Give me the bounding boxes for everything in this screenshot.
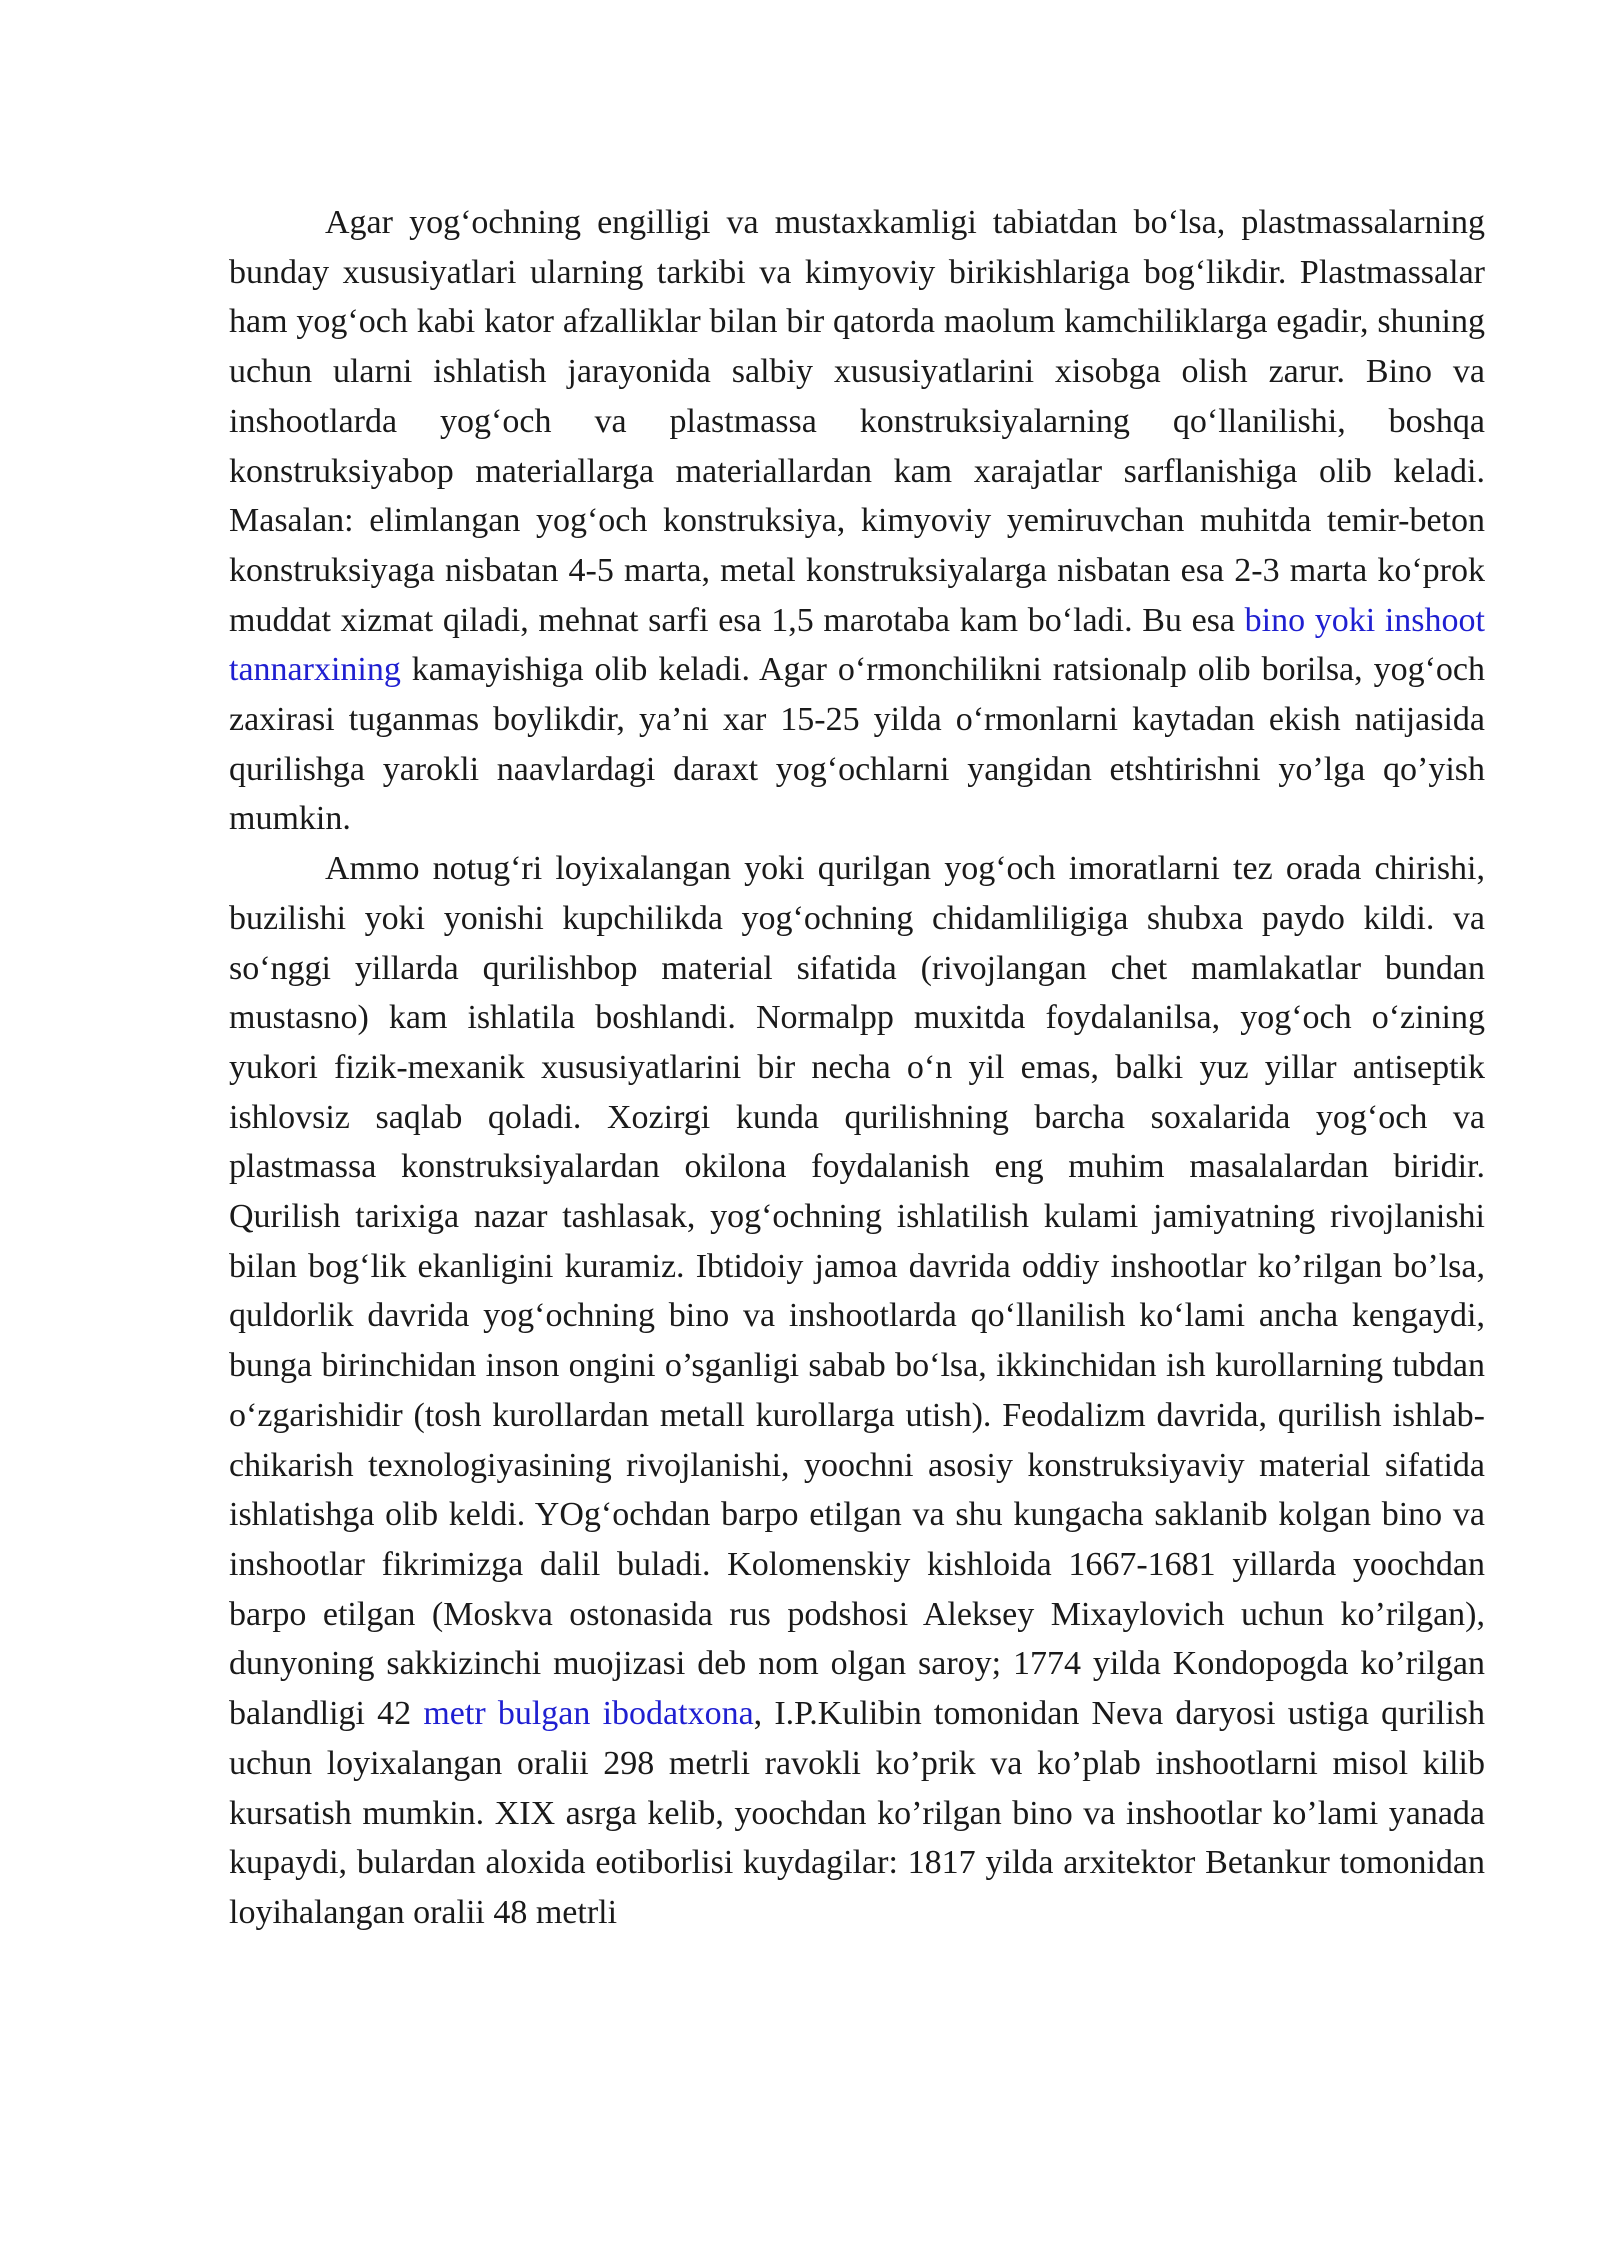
link-metr-bulgan-ibodatxona[interactable]: metr bulgan ibodatxona (423, 1695, 754, 1733)
document-page (229, 198, 1485, 1938)
paragraph-1-text-1: Agar yog‘ochning engilligi va mustaxkamligi tabiatdan bo‘lsa, plastmassalarning bunday xususiyatlari ularning tarkibi va kimyoviy birikishlariga bog‘likdir. Plastmassalar ham yog‘och kabi kator afzalliklar bilan bir qatorda maolum kamchiliklarga egadir, shuning uchun ularni ishlatish jarayonida salbiy xususiyatlarini xisobga olish zarur. Bino va inshootlarda yog‘och va plastmassa konstruksiyalarning qo‘llanilishi, boshqa konstruksiyabop materiallarga materiallardan kam xarajatlar sarflanishiga olib keladi. Masalan: elimlangan yog‘och konstruksiya, kimyoviy yemiruvchan muhitda temir-beton konstruksiyaga nisbatan 4-5 marta, metal konstruksiyalarga nisbatan esa 2-3 marta ko‘prok muddat xizmat qiladi, mehnat sarfi esa 1,5 marotaba kam bo‘ladi. Bu esa (229, 204, 1485, 639)
paragraph-2-text-2: , I.P.Kulibin tomonidan Neva daryosi ustiga qurilish uchun loyixalangan oralii 298 metrli ravokli ko’prik va ko’plab inshootlarni misol kilib kursatish mumkin. XIX asrga kelib, yoochdan ko’rilgan bino va inshootlar ko’lami yanada kupaydi, bulardan aloxida eotiborlisi kuydagilar: 1817 yilda arxitektor Betankur tomonidan loyihalangan oralii 48 metrli (229, 1695, 1486, 1931)
link-bino-yoki-inshoot-tannarxining[interactable]: bino yoki inshoot tannarxining (229, 601, 1485, 689)
paragraph-2-text-1: Ammo notug‘ri loyixalangan yoki qurilgan yog‘och imoratlarni tez orada chirishi, buzilishi yoki yonishi kupchilikda yog‘ochning chidamliligiga shubxa paydo kildi. va so‘nggi yillarda qurilishbop material sifatida (rivojlangan chet mamlakatlar bundan mustasno) kam ishlatila boshlandi. Normalpp muxitda foydalanilsa, yog‘och o‘zining yukori fizik-mexanik xususiyatlarini bir necha o‘n yil emas, balki yuz yillar antiseptik ishlovsiz saqlab qoladi. Xozirgi kunda qurilishning barcha soxalarida yog‘och va plastmassa konstruksiyalardan okilona foydalanish eng muhim masalalardan biridir. Qurilish tarixiga nazar tashlasak, yog‘ochning ishlatilish kulami jamiyatning rivojlanishi bilan bog‘lik ekanligini kuramiz. Ibtidoiy jamoa davrida oddiy inshootlar ko’rilgan bo’lsa, quldorlik davrida yog‘ochning bino va inshootlarda qo‘llanilish ko‘lami ancha kengaydi, bunga birinchidan inson ongini o’sganligi sabab bo‘lsa, ikkinchidan ish kurollarning tubdan o‘zgarishidir (tosh kurollardan metall kurollarga utish). Feodalizm davrida, qurilish ishlab-chikarish texnologiyasining rivojlanishi, yoochni asosiy konstruksiyaviy material sifatida ishlatishga olib keldi. YOg‘ochdan barpo etilgan va shu kungacha saklanib kolgan bino va inshootlar fikrimizga dalil buladi. Kolomenskiy kishloida 1667-1681 yillarda yoochdan barpo etilgan (Moskva ostonasida rus podshosi Aleksey Mixaylovich uchun ko’rilgan), dunyoning sakkizinchi muojizasi deb nom olgan saroy; 1774 yilda Kondopogda ko’rilgan balandligi 42 (229, 850, 1485, 1733)
paragraph-1-text-2: kamayishiga olib keladi. Agar o‘rmonchilikni ratsionalp olib borilsa, yog‘och zaxirasi tuganmas boylikdir, ya’ni xar 15-25 yilda o‘rmonlarni kaytadan ekish natijasida qurilishga yarokli naavlardagi daraxt yog‘ochlarni yangidan etshtirishni yo’lga qo’yish mumkin. (229, 651, 1485, 838)
paragraph-2 (229, 844, 1485, 1937)
paragraph-1 (229, 198, 1485, 844)
